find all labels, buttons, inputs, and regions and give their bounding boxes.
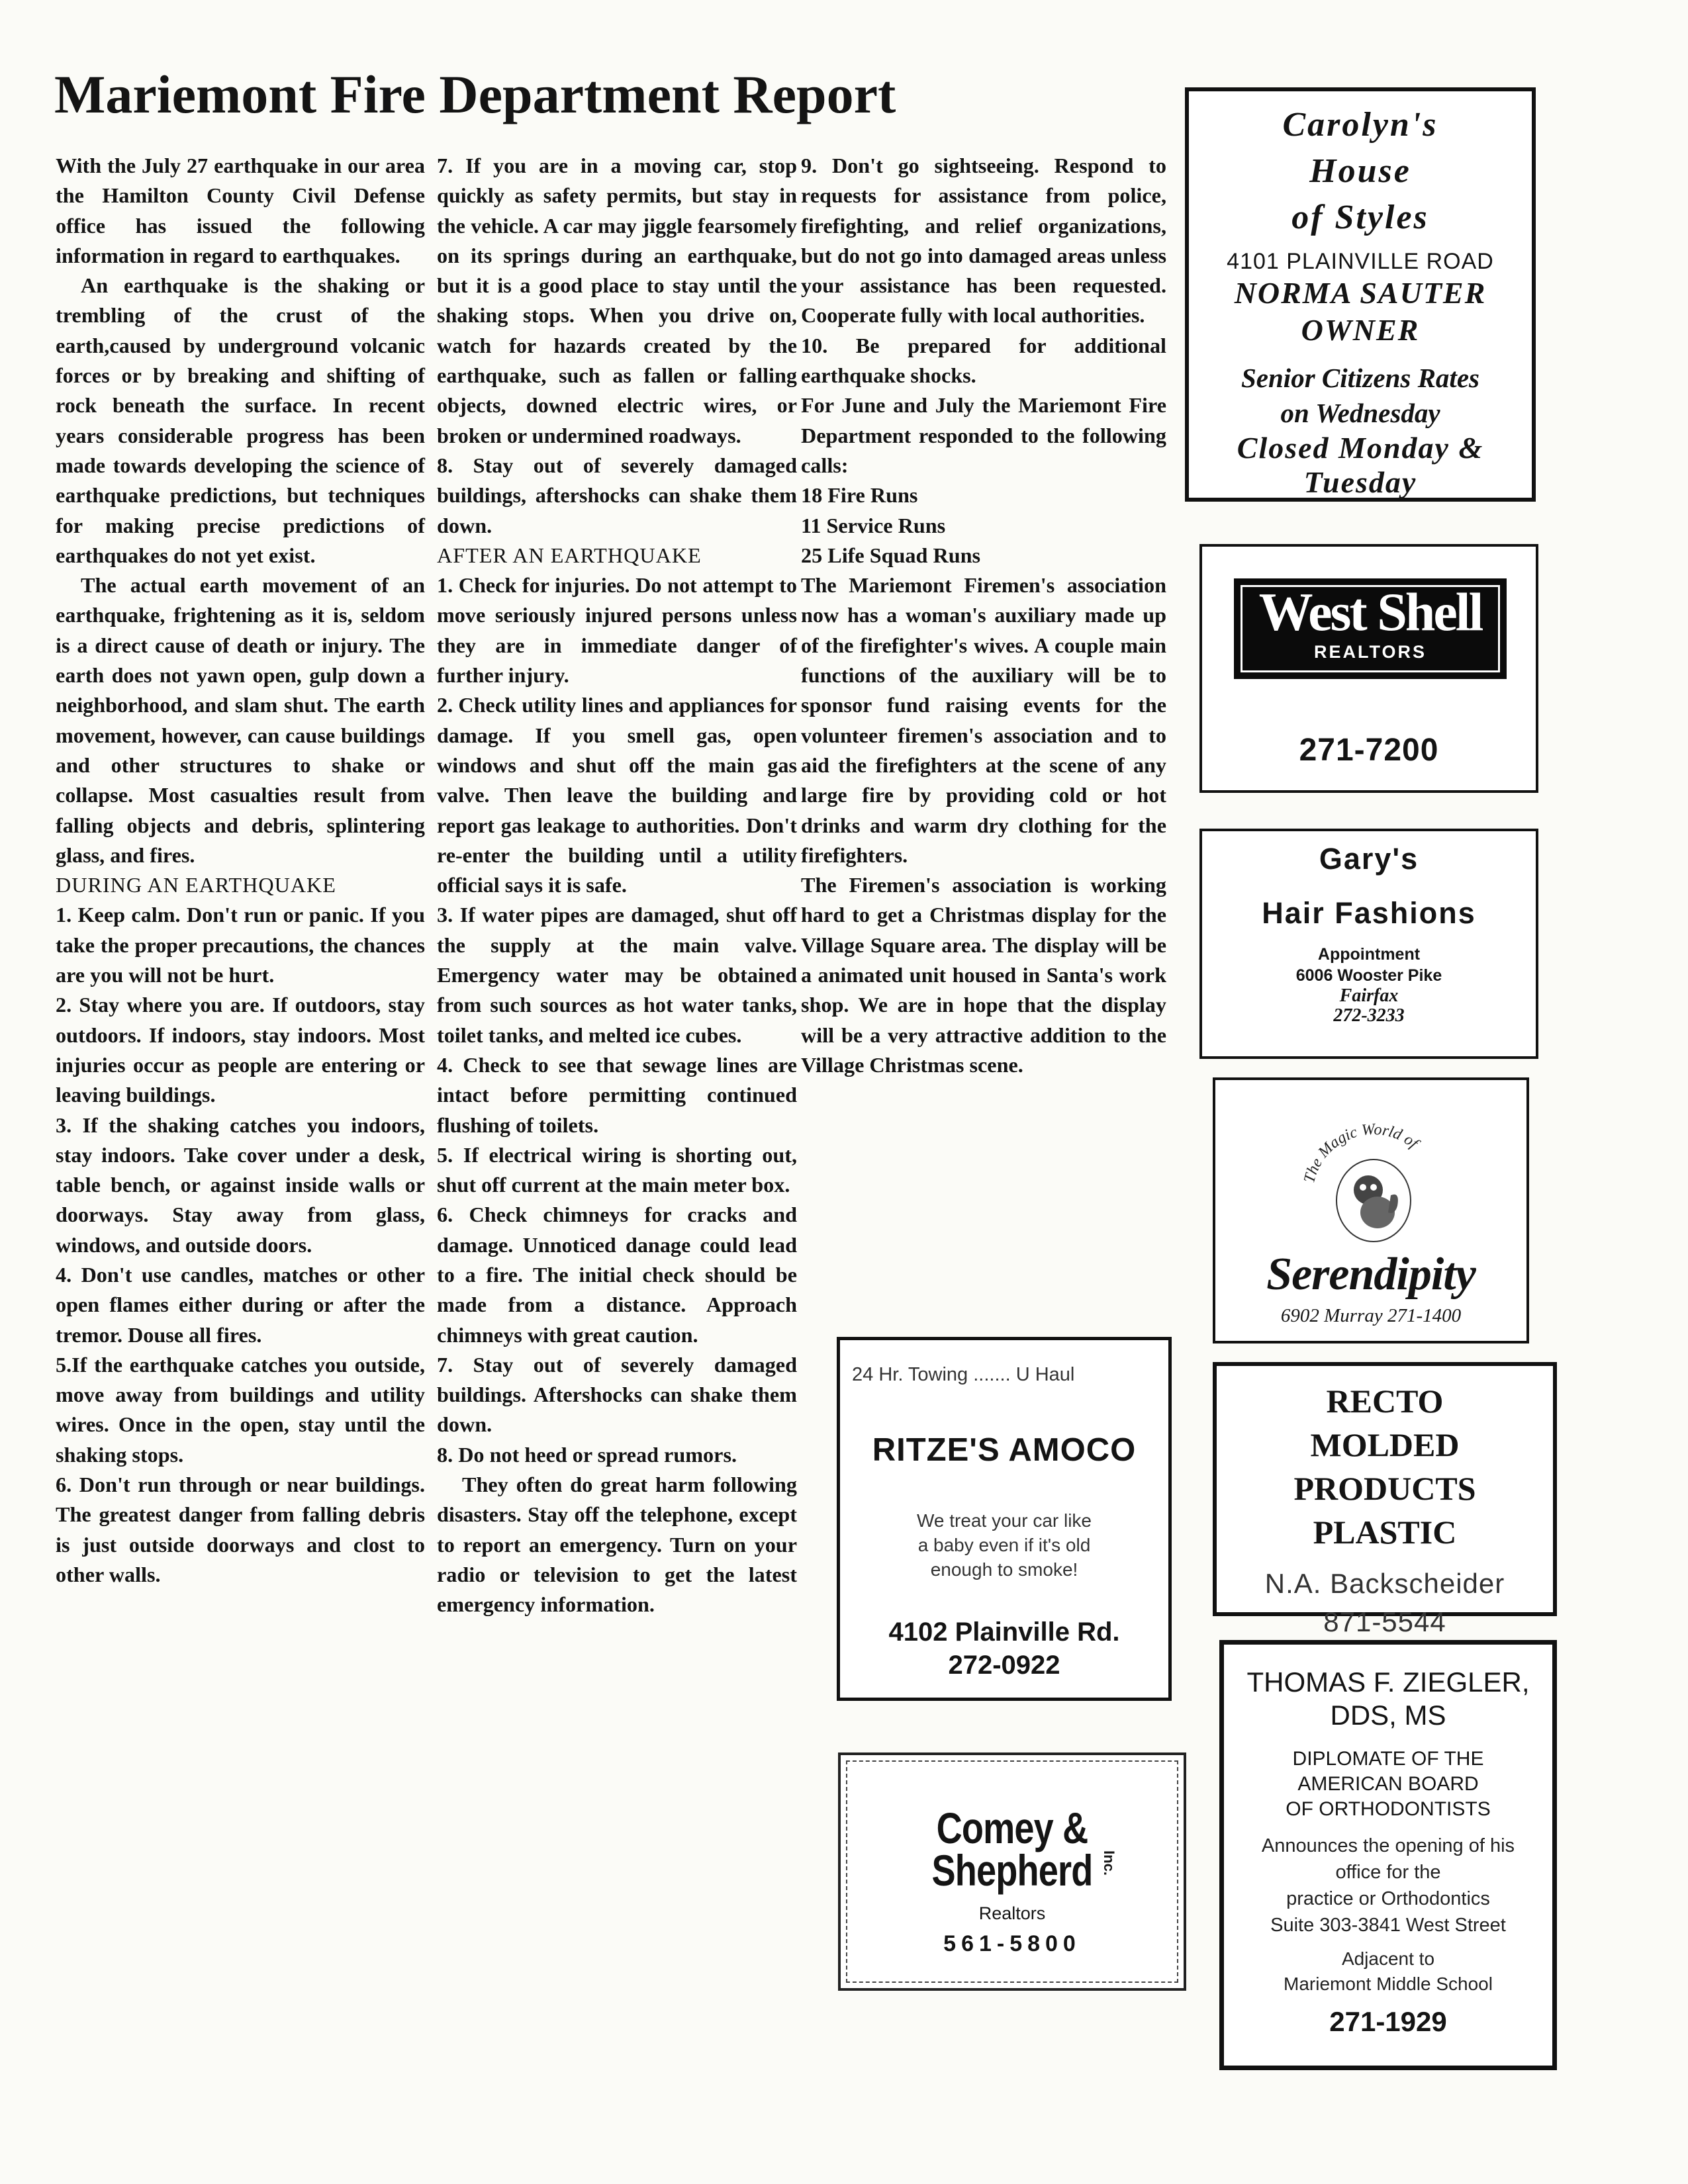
page-title: Mariemont Fire Department Report bbox=[54, 64, 896, 124]
ad-phone: 272-3233 bbox=[1333, 1005, 1405, 1026]
ad-name: Serendipity bbox=[1266, 1249, 1476, 1300]
ad-name: PLASTIC bbox=[1313, 1514, 1457, 1551]
ad-address: Suite 303-3841 West Street bbox=[1270, 1915, 1506, 1936]
ad-subtitle: Realtors bbox=[978, 1903, 1046, 1923]
list-item: 3. If the shaking catches you indoors, stay indoors. Take cover under a desk, table bench, or against inside walls or doorways. Stay away from glass, windows, and outside doors. bbox=[56, 1113, 425, 1257]
ad-comey-shepherd-realtors bbox=[838, 1752, 1186, 1991]
ad-hours: Closed Monday & bbox=[1237, 431, 1484, 465]
ad-note: on Wednesday bbox=[1280, 398, 1440, 428]
paragraph: For June and July the Mariemont Fire Department responded to the following calls: bbox=[801, 393, 1166, 477]
call-stat: 11 Service Runs bbox=[801, 513, 946, 537]
ad-services: 24 Hr. Towing ....... U Haul bbox=[852, 1364, 1075, 1385]
ad-name: RITZE'S AMOCO bbox=[872, 1432, 1137, 1468]
paragraph: An earthquake is the shaking or trembling of the crust of the earth,caused by underground volcanic forces or by breaking and shifting of rock beneath the surface. In recent years considerable progress has been made towards developing the science of earthquake predictions, but techniques for making precise predictions of earthquakes do not yet exist. bbox=[56, 273, 425, 567]
list-item: 2. Check utility lines and appliances for damage. If you smell gas, open windows and shut off the main gas valve. Then leave the building and report gas leakage to authorities. Don't re-enter the building until a utility official says it is safe. bbox=[437, 693, 797, 897]
list-item: 7. If you are in a moving car, stop quickly as safety permits, but stay in the vehicle. A car may jiggle fearsomely on its springs during an earthquake, but it is a good place to stay until the shaking stops. When you drive on, watch for hazards created by the earthquake, such as fallen or falling objects, downed electric wires, or broken or undermined roadways. bbox=[437, 154, 797, 447]
ad-garys-hair-fashions bbox=[1199, 829, 1538, 1059]
ad-thomas-ziegler-orthodontist bbox=[1219, 1640, 1557, 2070]
ad-service: Hair Fashions bbox=[1262, 896, 1476, 930]
list-item: 6. Don't run through or near buildings. The greatest danger from falling debris is just outside doorways and clost to other walls. bbox=[56, 1473, 425, 1586]
paragraph: They often do great harm following disasters. Stay off the telephone, except to report an emergency. Turn on your radio or television to get the latest emergency information. bbox=[437, 1473, 797, 1617]
list-item: 2. Stay where you are. If outdoors, stay outdoors. If indoors, stay indoors. Most injuries occur as people are entering or leaving buildings. bbox=[56, 993, 425, 1107]
ad-address: 4101 PLAINVILLE ROAD bbox=[1227, 249, 1494, 274]
ad-note: Senior Citizens Rates bbox=[1241, 363, 1479, 393]
list-item: 4. Check to see that sewage lines are intact before permitting continued flushing of toilets. bbox=[437, 1052, 797, 1137]
paragraph: With the July 27 earthquake in our area the Hamilton County Civil Defense office has issued the following information in regard to earthquakes. bbox=[56, 154, 425, 267]
paragraph: The Mariemont Firemen's association now has a woman's auxiliary made up of the firefighter's wives. A couple main functions of the auxiliary will be to sponsor fund raising events for the volunteer firemen's association and to aid the firefighters at the scene of any large fire by providing cold or hot drinks and warm dry clothing for the firefighters. bbox=[801, 573, 1166, 867]
ad-hours: Tuesday bbox=[1303, 465, 1417, 499]
ad-location: Adjacent to bbox=[1341, 1948, 1435, 1969]
list-item: 3. If water pipes are damaged, shut off the supply at the main valve. Emergency water may be obtained from such sources as hot water tanks, toilet tanks, and melted ice cubes. bbox=[437, 903, 797, 1047]
article-column-2 bbox=[437, 151, 797, 1620]
section-heading: AFTER AN EARTHQUAKE bbox=[437, 543, 702, 567]
list-item: 4. Don't use candles, matches or other open flames either during or after the tremor. Douse all fires. bbox=[56, 1262, 425, 1347]
ad-name: Gary's bbox=[1319, 842, 1419, 876]
logo-text: West Shell bbox=[1258, 582, 1482, 642]
ad-ritzes-amoco bbox=[837, 1337, 1172, 1701]
call-stat: 18 Fire Runs bbox=[801, 483, 918, 508]
ad-carolyns-house-of-styles bbox=[1185, 87, 1536, 502]
serendipity-logo bbox=[1294, 1096, 1453, 1248]
ad-name: DDS, MS bbox=[1330, 1700, 1446, 1731]
ad-credential: OF ORTHODONTISTS bbox=[1286, 1798, 1491, 1820]
list-item: 1. Check for injuries. Do not attempt to move seriously injured persons unless they are in immediate danger of further injury. bbox=[437, 573, 797, 688]
ad-announcement: office for the bbox=[1335, 1862, 1441, 1883]
ad-location: Mariemont Middle School bbox=[1284, 1974, 1493, 1994]
paragraph: The actual earth movement of an earthquake, frightening as it is, seldom is a direct cause of death or injury. The earth does not yawn open, gulp down a neighborhood, and slam shut. The earth movement, however, can cause buildings and other structures to shake or collapse. Most casualties result from falling objects and debris, splintering glass, and fires. bbox=[56, 573, 425, 867]
ad-name: House bbox=[1309, 152, 1411, 190]
article-column-1 bbox=[56, 151, 425, 1590]
ad-owner-name: NORMA SAUTER bbox=[1234, 276, 1487, 310]
ad-phone: 871-5544 bbox=[1323, 1606, 1446, 1637]
logo-tagline: The Magic World of bbox=[1301, 1120, 1422, 1185]
list-item: 5.If the earthquake catches you outside, move away from buildings and utility wires. Once in the open, stay until the shaking stops. bbox=[56, 1352, 425, 1467]
ad-name: Carolyn's bbox=[1282, 106, 1438, 144]
ad-phone: 561-5800 bbox=[943, 1931, 1081, 1956]
ad-announcement: practice or Orthodontics bbox=[1286, 1888, 1490, 1909]
ad-slogan: enough to smoke! bbox=[930, 1559, 1078, 1580]
list-item: 1. Keep calm. Don't run or panic. If you take the proper precautions, the chances are you will not be hurt. bbox=[56, 903, 425, 987]
ad-contact: N.A. Backscheider bbox=[1264, 1568, 1505, 1599]
ad-name: Shepherd bbox=[931, 1846, 1093, 1895]
ad-address: 4102 Plainville Rd. bbox=[888, 1617, 1120, 1647]
list-item: 6. Check chimneys for cracks and damage. Unnoticed danage could lead to a fire. The initial check should be made from a distance. Approach chimneys with great caution. bbox=[437, 1203, 797, 1347]
ad-serendipity bbox=[1213, 1077, 1529, 1343]
list-item: 10. Be prepared for additional earthquake shocks. bbox=[801, 333, 1166, 388]
list-item: 5. If electrical wiring is shorting out, shut off current at the main meter box. bbox=[437, 1142, 797, 1197]
list-item: 7. Stay out of severely damaged buildings. Aftershocks can shake them down. bbox=[437, 1352, 797, 1437]
ad-phone: 271-1929 bbox=[1329, 2006, 1447, 2037]
ad-phone: 272-0922 bbox=[948, 1651, 1060, 1680]
call-stat: 25 Life Squad Runs bbox=[801, 543, 981, 567]
ad-phone: 271-7200 bbox=[1299, 733, 1439, 768]
ad-slogan: a baby even if it's old bbox=[917, 1535, 1091, 1555]
ad-name: RECTO bbox=[1326, 1383, 1444, 1420]
ad-inc-label: Inc. bbox=[1100, 1850, 1117, 1876]
ad-note: Appointment bbox=[1317, 945, 1421, 964]
ad-credential: AMERICAN BOARD bbox=[1297, 1773, 1479, 1795]
paragraph: The Firemen's association is working hard to get a Christmas display for the Village Square area. The display will be a animated unit housed in Santa's work shop. We are in hope that the display will be a very attractive addition to the Village Christmas scene. bbox=[801, 873, 1166, 1077]
article-column-3 bbox=[801, 151, 1166, 1080]
ad-name: THOMAS F. ZIEGLER, bbox=[1246, 1666, 1530, 1698]
ad-recto-molded-products bbox=[1213, 1362, 1557, 1637]
ad-west-shell-realtors bbox=[1199, 544, 1538, 793]
logo-subtext: REALTORS bbox=[1313, 642, 1427, 662]
list-item: 8. Do not heed or spread rumors. bbox=[437, 1442, 737, 1467]
section-heading: DURING AN EARTHQUAKE bbox=[56, 873, 336, 897]
ad-name: MOLDED PRODUCTS bbox=[1293, 1426, 1476, 1507]
ad-name: Comey & bbox=[936, 1803, 1088, 1852]
list-item: 9. Don't go sightseeing. Respond to requests for assistance from police, firefighting, and relief organizations, but do not go into damaged areas unless your assistance has been requested. Cooperate fully with local authorities. bbox=[801, 154, 1166, 328]
ad-city: Fairfax bbox=[1339, 985, 1399, 1006]
ad-announcement: Announces the opening of his bbox=[1261, 1835, 1515, 1856]
list-item: 8. Stay out of severely damaged buildings, aftershocks can shake them down. bbox=[437, 453, 797, 537]
ad-address: 6902 Murray 271-1400 bbox=[1280, 1305, 1462, 1326]
ad-address: 6006 Wooster Pike bbox=[1295, 966, 1442, 985]
ad-name: of Styles bbox=[1291, 199, 1429, 236]
ad-credential: DIPLOMATE OF THE bbox=[1292, 1748, 1484, 1770]
west-shell-logo bbox=[1234, 578, 1507, 679]
ad-slogan: We treat your car like bbox=[916, 1510, 1092, 1531]
ad-owner-label: OWNER bbox=[1301, 313, 1420, 347]
